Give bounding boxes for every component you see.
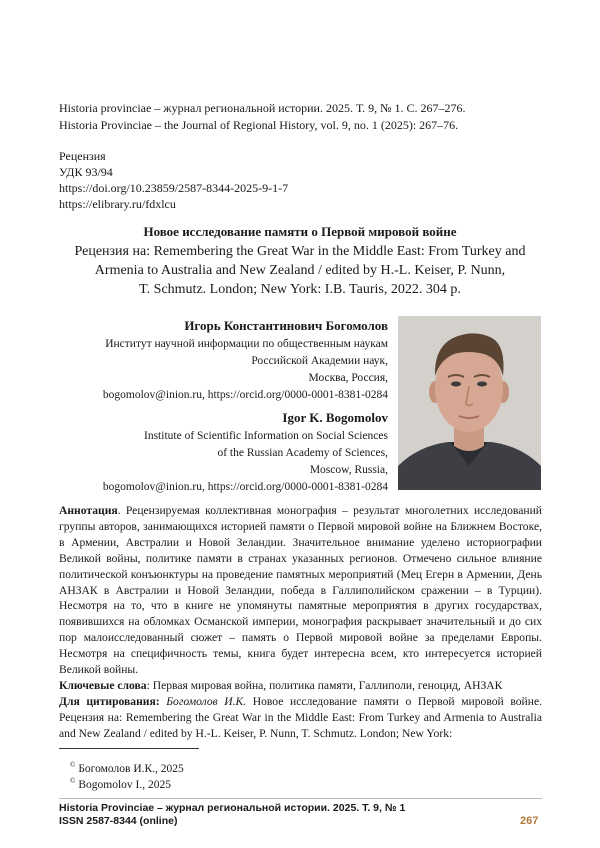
author-contact-ru[interactable]: bogomolov@inion.ru, https://orcid.org/0000-0001-8381-0284: [102, 389, 388, 401]
citation-author: Богомолов И.К.: [166, 695, 247, 708]
subtitle-line-2: Armenia to Australia and New Zealand / edited by H.-L. Keiser, P. Nunn,: [94, 263, 506, 278]
author-photo: [398, 316, 541, 490]
page-number: 267: [520, 815, 539, 827]
footer-journal: Historia Provinciae – журнал региональной истории. 2025. Т. 9, № 1: [59, 802, 406, 814]
author-city-ru: Москва, Россия,: [308, 372, 388, 384]
udk-code: УДК 93/94: [59, 165, 113, 179]
keywords-text: : Первая мировая война, политика памяти, Галлиполи, геноцид, АНЗАК: [146, 679, 503, 692]
footnote-divider: [59, 748, 199, 749]
keywords-label: Ключевые слова: [59, 679, 147, 692]
keywords-paragraph: [59, 678, 542, 694]
footer-divider: [59, 798, 542, 799]
author-affiliation-en-1: Institute of Scientific Information on Social Sciences: [144, 430, 388, 442]
footer-issn: ISSN 2587-8344 (online): [59, 815, 178, 827]
abstract-text: . Рецензируемая коллективная монография – результат многолетних исследований группы авторов, занимающихся историей памяти о Первой мировой войне на Ближнем Востоке, в Армении, Австралии и Новой Зеландии. Значительное внимание уделено историографии Великой войны, политике памяти в странах указанных регионов. Отмечено сильное влияние политической конъюнктуры на проведение памятных мероприятий (Мец Егерн в Армении, День АНЗАК в Австралии и Новой Зеландии, победа в Галлиполийском сражении – в Турции). Несмотря на то, что в книге не упомянуты памятные мероприятия в других государствах, появившихся на обломках Османской империи, монография раскрывает значительный и до сих пор малоисследованный сюжет – память о Первой мировой войне за пределами Европы. Несмотря на специфичность темы, книга будет интересна всем, кто интересуется историей Великой войны.: [59, 504, 542, 677]
author-name-en: Igor K. Bogomolov: [282, 410, 388, 425]
subtitle-line-1: Рецензия на: Remembering the Great War in the Middle East: From Turkey and: [74, 244, 526, 259]
portrait-image: [398, 316, 541, 490]
elibrary-link[interactable]: https://elibrary.ru/fdxlcu: [59, 197, 176, 211]
citation-paragraph: [59, 694, 542, 742]
footnote-text: Богомолов И.К., 2025: [78, 762, 184, 775]
copyright-mark: ©: [70, 777, 76, 785]
subtitle-line-3: T. Schmutz. London; New York: I.B. Tauris, 2022. 304 p.: [139, 282, 461, 297]
journal-citation-ru: Historia provinciae – журнал региональной истории. 2025. Т. 9, № 1. С. 267–276.: [59, 101, 466, 115]
author-affiliation-en-2: of the Russian Academy of Sciences,: [217, 447, 388, 459]
author-affiliation-ru-2: Российской Академии наук,: [251, 355, 388, 367]
footnote-text: Bogomolov I., 2025: [78, 778, 171, 791]
author-city-en: Moscow, Russia,: [309, 464, 388, 476]
author-contact-en[interactable]: bogomolov@inion.ru, https://orcid.org/0000-0001-8381-0284: [102, 481, 388, 493]
author-affiliation-ru-1: Институт научной информации по общественным наукам: [105, 338, 388, 350]
abstract-label: Аннотация: [59, 504, 118, 517]
copyright-mark: ©: [70, 761, 76, 769]
abstract-paragraph: [59, 503, 542, 678]
citation-label: Для цитирования:: [59, 695, 160, 708]
author-name-ru: Игорь Константинович Богомолов: [184, 318, 388, 333]
article-type: Рецензия: [59, 149, 106, 163]
journal-citation-en: Historia Provinciae – the Journal of Regional History, vol. 9, no. 1 (2025): 267–76.: [59, 118, 459, 132]
article-title: Новое исследование памяти о Первой мировой войне: [143, 224, 457, 239]
citation-text: Новое исследование памяти о Первой мировой войне. Рецензия на: Remembering the Great War in the Middle East: From Turkey and Armenia to Australia and New Zealand / edited by H.-L. Keiser, P. Nunn, T. Schmutz. London; New York:: [59, 695, 542, 740]
footnote-copyright-en: [70, 774, 171, 793]
doi-link[interactable]: https://doi.org/10.23859/2587-8344-2025-9-1-7: [59, 181, 289, 195]
